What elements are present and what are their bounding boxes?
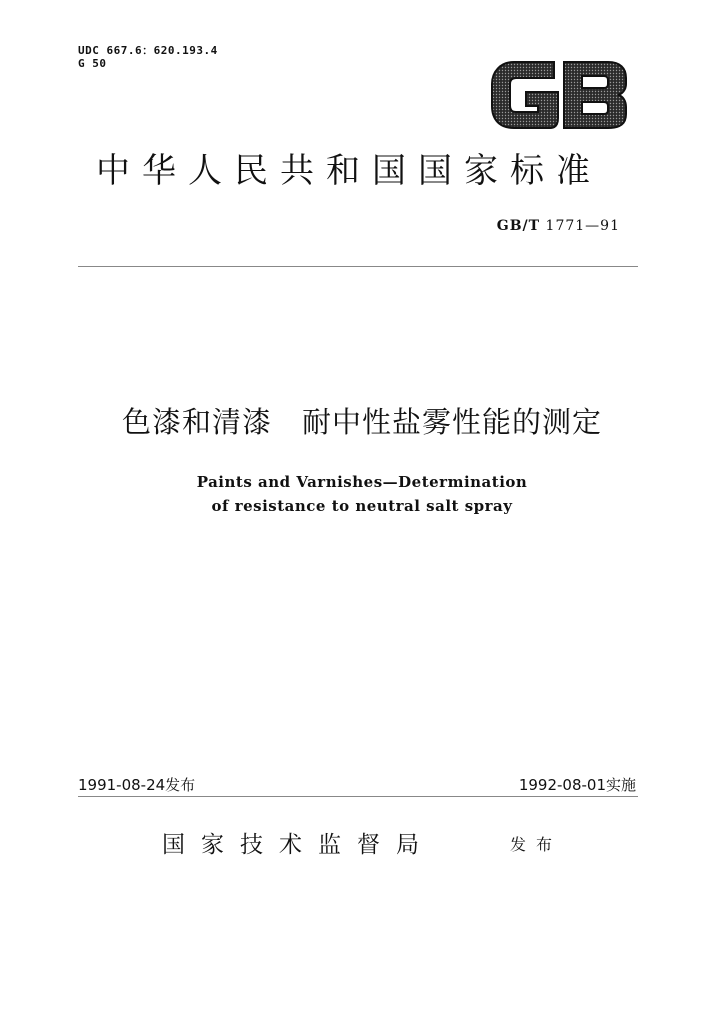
top-divider (78, 266, 638, 267)
standard-number-code: 1771—91 (545, 218, 620, 234)
english-title (0, 470, 724, 518)
national-standard-title: 中华人民共和国国家标准 (96, 151, 602, 191)
standard-number (497, 218, 620, 234)
issuer-action: 发布 (510, 835, 563, 854)
chinese-title: 色漆和清漆 耐中性盐雾性能的测定 (121, 405, 602, 439)
bottom-divider (78, 796, 638, 797)
issuing-authority: 国家技术监督局 (162, 832, 435, 858)
udc-classification (78, 44, 218, 70)
english-title-line-1: Paints and Varnishes—Determination (196, 473, 528, 491)
effective-date: 1992-08-01实施 (518, 776, 636, 794)
class-code: G 50 (78, 57, 107, 70)
release-date: 1991-08-24发布 (78, 776, 196, 794)
udc-code: UDC 667.6：620.193.4 (78, 44, 218, 57)
standard-number-prefix: GB/T (496, 218, 541, 234)
english-title-line-2: of resistance to neutral salt spray (211, 497, 513, 515)
gb-logo (486, 54, 630, 136)
